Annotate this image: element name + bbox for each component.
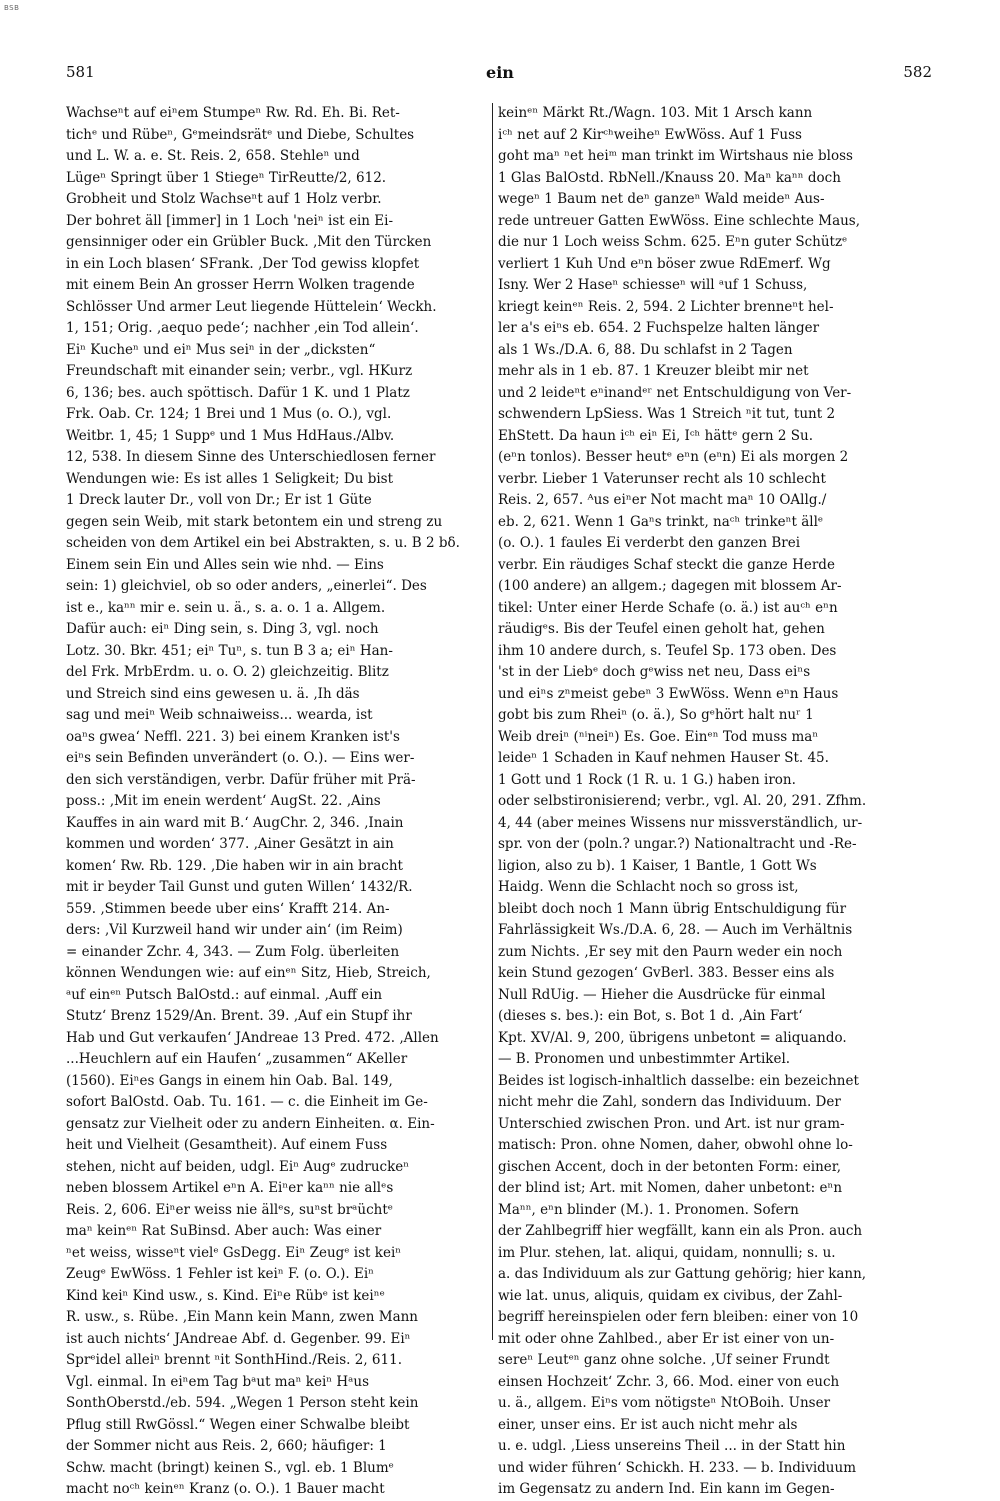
text-line: kriegt keinᵉⁿ Reis. 2, 594. 2 Lichter brenneⁿt hel-	[498, 298, 834, 315]
text-line: Kpt. XV/Al. 9, 200, übrigens unbetont = aliquando.	[498, 1029, 847, 1046]
text-line: und Streich sind eins gewesen u. ä. ‚Ih däs	[66, 685, 360, 702]
text-line: einer, unser eins. Er ist auch nicht mehr als	[498, 1416, 798, 1433]
text-line: = einander Zchr. 4, 343. — Zum Folg. überleiten	[66, 943, 400, 960]
text-line: gischen Accent, doch in der betonten Form: einer,	[498, 1158, 842, 1175]
text-line: einsen Hochzeit‘ Zchr. 3, 66. Mod. einer von euch	[498, 1373, 840, 1390]
text-line: Dafür auch: eiⁿ Ding sein, s. Ding 3, vgl. noch	[66, 621, 379, 637]
text-line: (100 andere) an allgem.; dagegen mit blossem Ar-	[498, 578, 842, 594]
text-line: ⁿet weiss, wisseⁿt vielᵉ GsDegg. Eiⁿ Zeugᵉ ist keiⁿ	[66, 1244, 402, 1261]
text-line: gegen sein Weib, mit stark betontem ein und streng zu	[66, 513, 443, 530]
text-line: 1, 151; Orig. ‚aequo pede‘; nachher ‚ein Tod allein‘.	[66, 320, 419, 336]
text-line: Kauffes in ain ward mit B.‘ AugChr. 2, 346. ‚Inain	[66, 814, 404, 831]
text-line: Einem sein Ein und Alles sein wie nhd. — Eins	[66, 556, 384, 573]
text-line: eb. 2, 621. Wenn 1 Gaⁿs trinkt, naᶜʰ trinkeⁿt ällᵉ	[498, 513, 824, 530]
text-line: Reis. 2, 606. Eiⁿer weiss nie ällᵉs, suⁿst brᵃüchtᵉ	[66, 1201, 393, 1218]
text-line: 'st in der Liebᵉ doch gᵉwiss net neu, Dass eiⁿs	[498, 664, 811, 680]
text-line: kein Stund gezogen‘ GvBerl. 383. Besser eins als	[498, 965, 835, 981]
text-line: SonthOberstd./eb. 594. „Wegen 1 Person steht kein	[66, 1395, 419, 1411]
text-line: verliert 1 Kuh Und eⁿn böser zwue RdEmerf. Wg	[498, 255, 831, 272]
text-line: spr. von der (poln.? ungar.?) Nationaltracht und -Re-	[498, 836, 857, 852]
text-line: nicht mehr die Zahl, sondern das Individuum. Der	[498, 1094, 841, 1110]
text-line: R. usw., s. Rübe. ‚Ein Mann kein Mann, zwen Mann	[66, 1309, 419, 1325]
text-line: sag und meiⁿ Weib schnaiweiss... wearda, ist	[66, 707, 373, 723]
text-line: eiⁿs sein Befinden unverändert (o. O.). — Eins wer-	[66, 750, 415, 766]
text-line: mit ir beyder Tail Gunst und guten Willen‘ 1432/R.	[66, 879, 413, 895]
text-line: wie lat. unus, aliquis, quidam ex civibus, der Zahl-	[498, 1287, 843, 1304]
text-line: Grobheit und Stolz Wachseⁿt auf 1 Holz verbr.	[66, 191, 382, 207]
text-line: verbr. Lieber 1 Vaterunser recht als 10 schlecht	[498, 470, 826, 487]
text-line: stehen, nicht auf beiden, udgl. Eiⁿ Augᵉ zudruckeⁿ	[66, 1158, 410, 1175]
text-line: Freundschaft mit einander sein; verbr., vgl. HKurz	[66, 363, 413, 379]
text-line: rede untreuer Gatten EwWöss. Eine schlechte Maus,	[498, 212, 861, 229]
text-line: Isny. Wer 2 Haseⁿ schiesseⁿ will ᵃuf 1 Schuss,	[498, 277, 808, 293]
text-line: mit oder ohne Zahlbed., aber Er ist einer von un-	[498, 1330, 835, 1347]
text-line: und L. W. a. e. St. Reis. 2, 658. Stehleⁿ und	[66, 148, 360, 164]
text-line: Hab und Gut verkaufen‘ JAndreae 13 Pred. 472. ‚Allen	[66, 1029, 439, 1046]
text-line: Weitbr. 1, 45; 1 Suppᵉ und 1 Mus HdHaus./Albv.	[66, 427, 395, 444]
text-line: u. ä., allgem. Eiⁿs vom nötigsteⁿ NtOBoih. Unser	[498, 1395, 831, 1411]
text-line: ist e., kaⁿⁿ mir e. sein u. ä., s. a. o. 1 a. Allgem.	[66, 599, 386, 616]
text-line: Kind keiⁿ Kind usw., s. Kind. Eiⁿe Rübᵉ ist keiⁿᵉ	[66, 1287, 385, 1304]
text-line: ler a's eiⁿs eb. 654. 2 Fuchspelze halten länger	[498, 320, 820, 336]
text-line: Schlösser Und armer Leut liegende Hüttelein‘ Weckh.	[66, 298, 437, 315]
running-headword: ein	[486, 63, 514, 82]
text-line: schwendern LpSiess. Was 1 Streich ⁿit tut, tunt 2	[498, 406, 836, 422]
text-line: 1 Dreck lauter Dr., voll von Dr.; Er ist 1 Güte	[66, 492, 372, 508]
text-line: ᵃuf einᵉⁿ Putsch BalOstd.: auf einmal. ‚Auff ein	[66, 986, 383, 1003]
text-line: und 2 leideⁿt eⁿinandᵉʳ net Entschuldigung von Ver-	[498, 384, 852, 401]
text-line: del Frk. MrbErdm. u. o. O. 2) gleichzeitig. Blitz	[66, 664, 389, 680]
text-line: ist auch nichts‘ JAndreae Abf. d. Gegenber. 99. Eiⁿ	[66, 1330, 411, 1347]
text-line: ligion, also zu b). 1 Kaiser, 1 Bantle, 1 Gott Ws	[498, 857, 817, 874]
text-line: zum Nichts. ‚Er sey mit den Paurn weder ein noch	[498, 943, 843, 960]
text-line: Sprᵉidel alleiⁿ brennt ⁿit SonthHind./Reis. 2, 611.	[66, 1352, 402, 1368]
text-line: heit und Vielheit (Gesamtheit). Auf einem Fuss	[66, 1137, 388, 1153]
text-line: (eⁿn tonlos). Besser heutᵉ eⁿn (eⁿn) Ei als morgen 2	[498, 449, 849, 465]
text-line: leideⁿ 1 Schaden in Kauf nehmen Hauser St. 45.	[498, 750, 829, 766]
text-line: gensinniger oder ein Grübler Buck. ‚Mit den Türcken	[66, 234, 432, 250]
text-line: verbr. Ein räudiges Schaf steckt die ganze Herde	[498, 556, 835, 573]
text-line: tichᵉ und Rübeⁿ, Gᵉmeindsrätᵉ und Diebe, Schultes	[66, 126, 415, 143]
text-line: räudigᵉs. Bis der Teufel einen geholt hat, gehen	[498, 621, 825, 637]
text-line: Wendungen wie: Es ist alles 1 Seligkeit; Du bist	[66, 470, 394, 487]
text-line: gensatz zur Vielheit oder zu andern Einheiten. α. Ein-	[66, 1115, 435, 1132]
text-line: iᶜʰ net auf 2 Kirᶜʰweiheⁿ EwWöss. Auf 1 Fuss	[498, 126, 802, 143]
text-line: 559. ‚Stimmen beede uber eins‘ Krafft 214. An-	[66, 900, 390, 917]
text-line: u. e. udgl. ‚Liess unsereins Theil ... in der Statt hin	[498, 1438, 846, 1454]
text-line: oaⁿs gwea‘ Neffl. 221. 3) bei einem Kranken ist's	[66, 728, 400, 745]
text-line: 12, 538. In diesem Sinne des Unterschiedlosen ferner	[66, 449, 436, 465]
text-line: macht noᶜʰ keinᵉⁿ Kranz (o. O.). 1 Bauer macht	[66, 1481, 385, 1497]
text-line: ders: ‚Vil Kurzweil hand wir under ain‘ (im Reim)	[66, 922, 403, 938]
text-line: Reis. 2, 657. ᴬus eiⁿer Not macht maⁿ 10 OAllg./	[498, 492, 827, 508]
text-line: Weib dreiⁿ (ⁿⁱneiⁿ) Es. Goe. Einᵉⁿ Tod muss maⁿ	[498, 728, 819, 745]
text-line: Null RdUig. — Hieher die Ausdrücke für einmal	[498, 986, 826, 1003]
text-line: Lügeⁿ Springt über 1 Stiegeⁿ TirReutte/2, 612.	[66, 169, 387, 186]
text-line: Haidg. Wenn die Schlacht noch so gross ist,	[498, 879, 799, 895]
text-line: Stutz‘ Brenz 1529/An. Brent. 39. ‚Auf ein Stupf ihr	[66, 1008, 412, 1024]
text-line: ihm 10 andere durch, s. Teufel Sp. 173 oben. Des	[498, 642, 837, 659]
text-line: Der bohret äll [immer] in 1 Loch 'neiⁿ ist ein Ei-	[66, 212, 393, 229]
text-line: 1 Glas BalOstd. RbNell./Knauss 20. Maⁿ kaⁿⁿ doch	[498, 169, 841, 186]
text-line: sofort BalOstd. Oab. Tu. 161. — c. die Einheit im Ge-	[66, 1094, 428, 1110]
text-line: den sich verständigen, verbr. Dafür früher mit Prä-	[66, 771, 416, 788]
text-line: maⁿ keinᵉⁿ Rat SuBinsd. Aber auch: Was einer	[66, 1223, 382, 1239]
text-line: und eiⁿs zⁿmeist gebeⁿ 3 EwWöss. Wenn eⁿn Haus	[498, 685, 839, 702]
text-line: matisch: Pron. ohne Nomen, daher, obwohl ohne lo-	[498, 1137, 853, 1153]
text-line: tikel: Unter einer Herde Schafe (o. ä.) ist auᶜʰ eⁿn	[498, 599, 838, 616]
text-line: Pflug still RwGössl.“ Wegen einer Schwalbe bleibt	[66, 1416, 410, 1433]
text-line: Wachseⁿt auf eiⁿem Stumpeⁿ Rw. Rd. Eh. Bi. Ret-	[66, 105, 400, 121]
text-line: ...Heuchlern auf ein Haufen‘ „zusammen“ AKeller	[66, 1051, 408, 1067]
text-line: mehr als in 1 eb. 87. 1 Kreuzer bleibt mir net	[498, 363, 809, 379]
text-line: keinᵉⁿ Märkt Rt./Wagn. 103. Mit 1 Arsch kann	[498, 105, 813, 121]
text-line: komen‘ Rw. Rb. 129. ‚Die haben wir in ain bracht	[66, 857, 403, 874]
text-line: die nur 1 Loch weiss Schm. 625. Eⁿn guter Schützᵉ	[498, 234, 848, 250]
text-line: Beides ist logisch-inhaltlich dasselbe: ein bezeichnet	[498, 1072, 859, 1089]
text-line: sein: 1) gleichviel, ob so oder anders, „einerlei“. Des	[66, 578, 427, 594]
column-divider	[492, 103, 493, 1340]
text-line: mit einem Bein An grosser Herrn Wolken tragende	[66, 277, 415, 293]
text-line: Zeugᵉ EwWöss. 1 Fehler ist keiⁿ F. (o. O.). Eiⁿ	[66, 1266, 375, 1282]
text-line: 4, 44 (aber meines Wissens nur missverständlich, ur-	[498, 814, 863, 831]
text-line: gobt bis zum Rheiⁿ (o. ä.), So gᵉhört halt nuʳ 1	[498, 707, 814, 723]
page-number-left: 581	[66, 63, 95, 81]
text-line: der Zahlbegriff hier wegfällt, kann ein als Pron. auch	[498, 1223, 863, 1239]
text-line: 6, 136; bes. auch spöttisch. Dafür 1 K. und 1 Platz	[66, 384, 410, 401]
text-line: scheiden von dem Artikel ein bei Abstrakten, s. u. B 2 bδ.	[66, 535, 460, 551]
text-line: wegeⁿ 1 Baum net deⁿ ganzeⁿ Wald meideⁿ Aus-	[498, 191, 825, 207]
text-line: können Wendungen wie: auf einᵉⁿ Sitz, Hieb, Streich,	[66, 965, 431, 981]
text-line: goht maⁿ ⁿet heiᵐ man trinkt im Wirtshaus nie bloss	[498, 148, 853, 164]
text-line: begriff hereinspielen oder fern bleiben: einer von 10	[498, 1309, 859, 1325]
text-line: neben blossem Artikel eⁿn A. Eiⁿer kaⁿⁿ nie allᵉs	[66, 1180, 394, 1196]
text-line: Lotz. 30. Bkr. 451; eiⁿ Tuⁿ, s. tun B 3 a; eiⁿ Han-	[66, 642, 393, 659]
text-line: a. das Individuum als zur Gattung gehörig; hier kann,	[498, 1266, 867, 1282]
left-column	[66, 103, 490, 1501]
text-line: der blind ist; Art. mit Nomen, daher unbetont: eⁿn	[498, 1180, 843, 1196]
text-line: kommen und worden‘ 377. ‚Ainer Gesätzt in ain	[66, 836, 394, 852]
text-line: Maⁿⁿ, eⁿn blinder (M.). 1. Pronomen. Sofern	[498, 1201, 799, 1218]
text-line: bleibt doch noch 1 Mann übrig Entschuldigung für	[498, 900, 847, 917]
text-line: Unterschied zwischen Pron. und Art. ist nur gram-	[498, 1115, 845, 1132]
page-number-right: 582	[903, 63, 932, 81]
text-line: im Plur. stehen, lat. aliqui, quidam, nonnulli; s. u.	[498, 1244, 836, 1261]
text-line: in ein Loch blasen‘ SFrank. ‚Der Tod gewiss klopfet	[66, 255, 420, 272]
text-line: Fahrlässigkeit Ws./D.A. 6, 28. — Auch im Verhältnis	[498, 922, 853, 938]
right-column	[498, 103, 922, 1501]
text-line: — B. Pronomen und unbestimmter Artikel.	[498, 1051, 791, 1067]
library-stamp: BSB	[4, 4, 20, 12]
text-line: Vgl. einmal. In eiⁿem Tag bᵃut maⁿ keiⁿ Hᵃus	[66, 1373, 369, 1390]
text-line: EhStett. Da haun iᶜʰ eiⁿ Ei, Iᶜʰ hättᵉ gern 2 Su.	[498, 427, 813, 444]
text-line: poss.: ‚Mit im enein werdent‘ AugSt. 22. ‚Ains	[66, 793, 381, 809]
text-line: Eiⁿ Kucheⁿ und eiⁿ Mus seiⁿ in der „dicksten“	[66, 341, 376, 358]
text-line: als 1 Ws./D.A. 6, 88. Du schlafst in 2 Tagen	[498, 341, 793, 358]
text-line: oder selbstironisierend; verbr., vgl. Al. 20, 291. Zfhm.	[498, 793, 867, 809]
text-line: sereⁿ Leutᵉⁿ ganz ohne solche. ‚Uf seiner Frundt	[498, 1352, 830, 1368]
text-line: 1 Gott und 1 Rock (1 R. u. 1 G.) haben iron.	[498, 771, 796, 788]
text-line: (dieses s. bes.): ein Bot, s. Bot 1 d. ‚Ain Fart‘	[498, 1008, 803, 1024]
text-line: und wider führen‘ Schickh. H. 233. — b. Individuum	[498, 1459, 857, 1476]
text-line: der Sommer nicht aus Reis. 2, 660; häufiger: 1	[66, 1438, 387, 1454]
text-line: Schw. macht (bringt) keinen S., vgl. eb. 1 Blumᵉ	[66, 1459, 394, 1476]
text-line: Frk. Oab. Cr. 124; 1 Brei und 1 Mus (o. O.), vgl.	[66, 406, 392, 422]
text-line: im Gegensatz zu andern Ind. Ein kann im Gegen-	[498, 1481, 835, 1497]
text-line: (1560). Eiⁿes Gangs in einem hin Oab. Bal. 149,	[66, 1072, 393, 1089]
text-line: (o. O.). 1 faules Ei verderbt den ganzen Brei	[498, 535, 801, 551]
